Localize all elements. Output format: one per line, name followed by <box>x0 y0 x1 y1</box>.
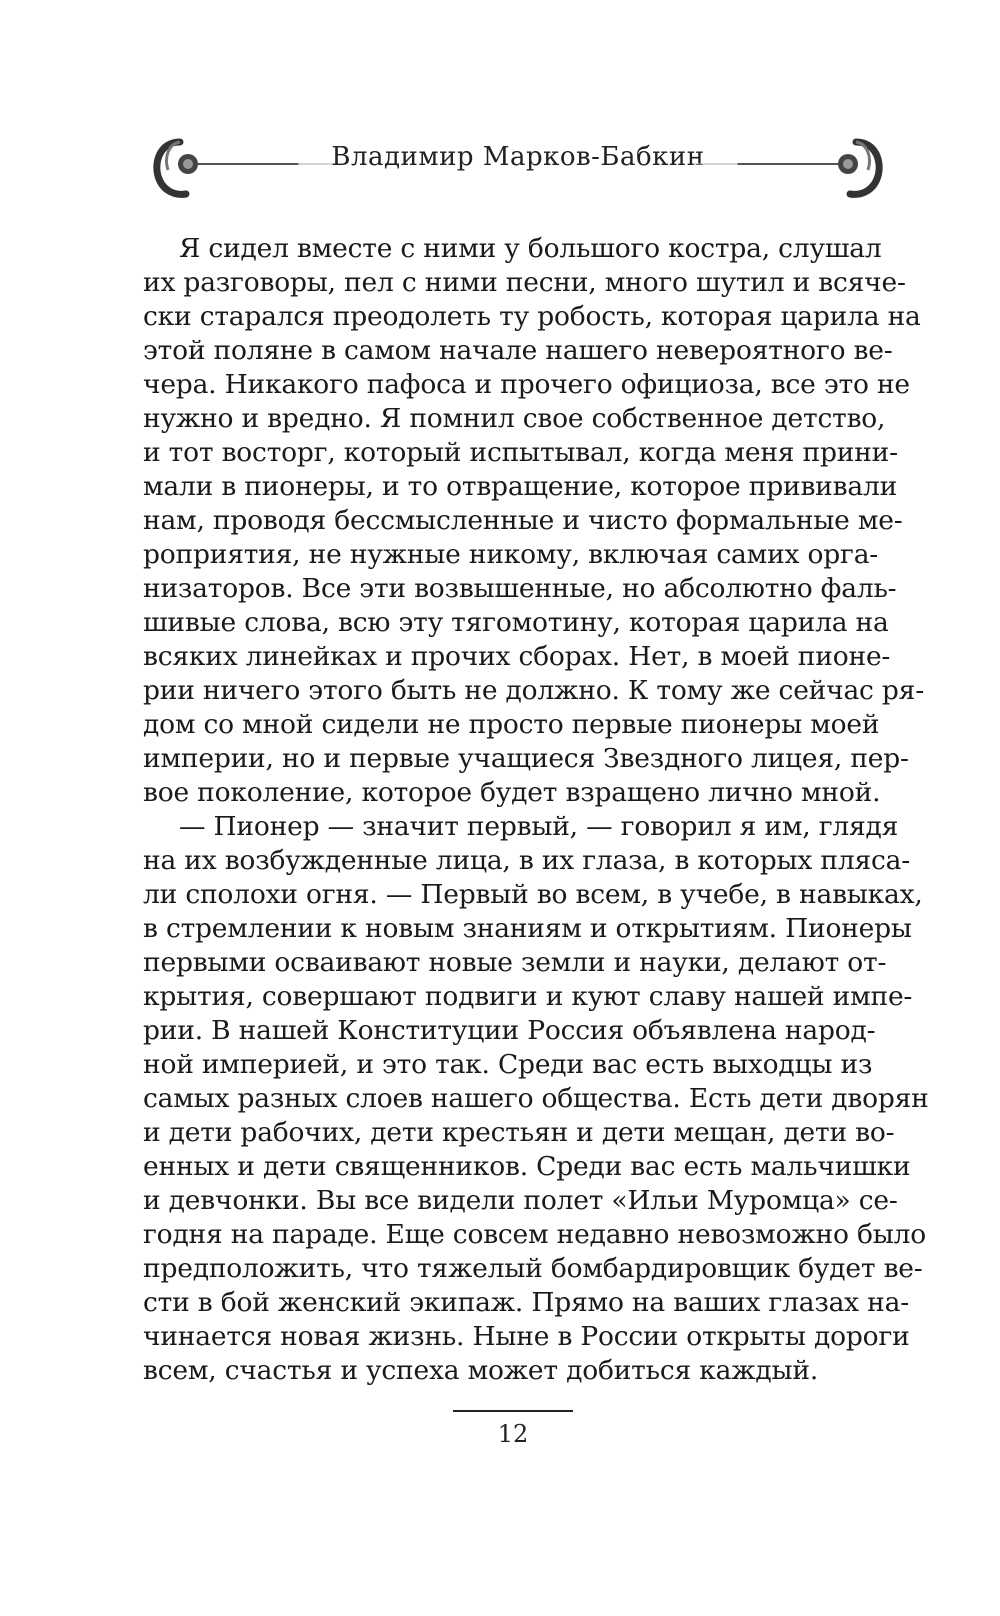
body-text <box>143 232 929 1388</box>
text-line: енных и дети священников. Среди вас есть мальчишки <box>143 1151 911 1182</box>
page-footer <box>453 1410 573 1448</box>
text-line: в стремлении к новым знаниям и открытиям. Пионеры <box>143 913 912 944</box>
running-head <box>148 128 888 208</box>
text-line: нам, проводя бессмысленные и чисто формальные ме- <box>143 505 903 536</box>
text-line: рии ничего этого быть не должно. К тому же сейчас ря- <box>143 675 924 706</box>
text-line: самых разных слоев нашего общества. Есть дети дворян <box>143 1083 929 1114</box>
text-line: ли сполохи огня. — Первый во всем, в учебе, в навыках, <box>143 879 923 910</box>
text-line: роприятия, не нужные никому, включая самих орга- <box>143 539 879 570</box>
footer-rule <box>453 1410 573 1412</box>
text-line: на их возбужденные лица, в их глаза, в которых пляса- <box>143 845 910 876</box>
text-line: и тот восторг, который испытывал, когда меня прини- <box>143 437 898 468</box>
text-line: и девчонки. Вы все видели полет «Ильи Муромца» се- <box>143 1185 898 1216</box>
text-line: рии. В нашей Конституции Россия объявлена народ- <box>143 1015 876 1046</box>
page-number: 12 <box>497 1420 529 1448</box>
text-line: чера. Никакого пафоса и прочего официоза, все это не <box>143 369 910 400</box>
text-line: этой поляне в самом начале нашего невероятного ве- <box>143 335 893 366</box>
text-line: первыми осваивают новые земли и науки, делают от- <box>143 947 887 978</box>
text-line: крытия, совершают подвиги и куют славу нашей импе- <box>143 981 913 1012</box>
text-line: ски старался преодолеть ту робость, которая царила на <box>143 301 921 332</box>
text-line: их разговоры, пел с ними песни, много шутил и всяче- <box>143 267 906 298</box>
running-head-title: Владимир Марков-Бабкин <box>331 142 705 172</box>
text-line: низаторов. Все эти возвышенные, но абсолютно фаль- <box>143 573 897 604</box>
text-line: Я сидел вместе с ними у большого костра, слушал <box>179 233 882 264</box>
right-ornament-icon <box>688 128 888 208</box>
text-line: вое поколение, которое будет взращено лично мной. <box>143 777 881 808</box>
text-line: годня на параде. Еще совсем недавно невозможно было <box>143 1219 926 1250</box>
text-line: ной империей, и это так. Среди вас есть выходцы из <box>143 1049 873 1080</box>
text-line: всем, счастья и успеха может добиться каждый. <box>143 1355 819 1386</box>
text-line: империи, но и первые учащиеся Звездного лицея, пер- <box>143 743 909 774</box>
text-line: мали в пионеры, и то отвращение, которое прививали <box>143 471 898 502</box>
text-line: шивые слова, всю эту тягомотину, которая царила на <box>143 607 889 638</box>
text-line: предположить, что тяжелый бомбардировщик будет ве- <box>143 1253 923 1284</box>
text-line: сти в бой женский экипаж. Прямо на ваших глазах на- <box>143 1287 909 1318</box>
text-line: нужно и вредно. Я помнил свое собственное детство, <box>143 403 886 434</box>
text-line: и дети рабочих, дети крестьян и дети мещан, дети во- <box>143 1117 895 1148</box>
text-line: дом со мной сидели не просто первые пионеры моей <box>143 709 880 740</box>
text-line: чинается новая жизнь. Ныне в России открыты дороги <box>143 1321 910 1352</box>
text-line: всяких линейках и прочих сборах. Нет, в моей пионе- <box>143 641 891 672</box>
text-line: — Пионер — значит первый, — говорил я им, глядя <box>179 811 899 842</box>
